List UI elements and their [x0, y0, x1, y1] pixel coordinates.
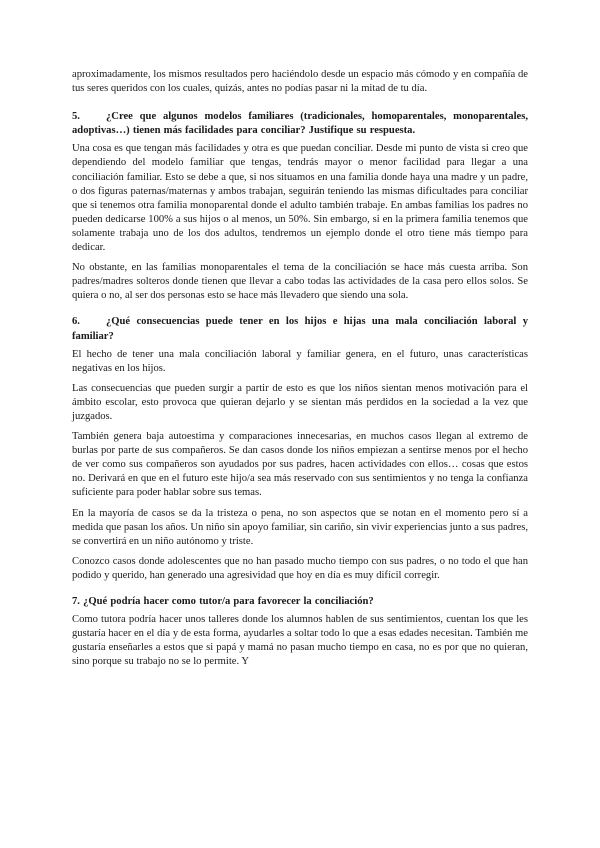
section-5-number: 5.	[72, 111, 80, 123]
section-6-number: 6.	[72, 316, 80, 328]
section-6-heading	[72, 315, 528, 343]
section-7-heading	[72, 595, 528, 609]
section-7-question: ¿Qué podría hacer como tutor/a para favorecer la conciliación?	[83, 596, 374, 607]
document-page	[72, 68, 528, 675]
section-6-paragraph-4: En la mayoría de casos se da la tristeza o pena, no son aspectos que se notan en el momento pero sí a medida que pasan los años. Un niño sin apoyo familiar, sin cariño, sin vivir experiencias junto a sus padres, se convertirá en un niño autónomo y triste.	[72, 507, 528, 547]
section-5-paragraph-1: Una cosa es que tengan más facilidades y otra es que puedan conciliar. Desde mi punto de vista si creo que dependiendo del modelo familiar que tengas, tendrás mayor o menor facilidad para llegar a una conciliación familiar. Esto se debe a que, si nos situamos en una familia donde haya una madre y un padre, o dos figuras paternas/maternas y ambos trabajan, seguirán teniendo las mismas dificultades para conciliar que si tenemos otra familia monoparental donde el adulto también trabaje. En ambas familias los padres no pueden dedicarse 100% a sus hijos o al menos, un 50%. Sin embargo, si en la primera familia tenemos que solamente trabaja uno de los dos adultos, tendremos un ejemplo donde el otro tiene más tiempo para dedicar.	[72, 143, 528, 254]
section-6-question: ¿Qué consecuencias puede tener en los hijos e hijas una mala conciliación laboral y familiar?	[72, 316, 528, 342]
section-6-paragraph-1: El hecho de tener una mala conciliación laboral y familiar genera, en el futuro, unas características negativas en los hijos.	[72, 348, 528, 374]
section-6-paragraph-2: Las consecuencias que pueden surgir a partir de esto es que los niños sientan menos motivación para el ámbito escolar, esto provoca que quieran dejarlo y se sientan más perdidos en la sociedad a la vez que juzgados.	[72, 382, 528, 422]
section-6	[72, 315, 528, 583]
section-7-number: 7.	[72, 596, 80, 607]
section-6-paragraph-3: También genera baja autoestima y comparaciones innecesarias, en muchos casos llegan al extremo de burlas por parte de sus compañeros. Se dan casos donde los niños empiezan a sentirse menos por el hecho de ver como sus compañeros son ayudados por sus padres, hacen actividades con ellos… cosas que estos no. Derivará en que en el futuro este hijo/a sea más reservado con sus sentimientos y no tenga la confianza suficiente para poder hablar sobre sus temas.	[72, 431, 528, 499]
section-5	[72, 110, 528, 303]
section-7	[72, 595, 528, 669]
intro-paragraph: aproximadamente, los mismos resultados pero haciéndolo desde un espacio más cómodo y en compañía de tus seres queridos con los cuales, quizás, antes no podías pasar ni la mitad de tu día.	[72, 69, 528, 95]
section-6-paragraph-5: Conozco casos donde adolescentes que no han pasado mucho tiempo con sus padres, o no todo el que han podido y querido, han generado una agresividad que hoy en día es muy difícil corregir.	[72, 555, 528, 581]
section-5-question: ¿Cree que algunos modelos familiares (tradicionales, homoparentales, monoparentales, adoptivas…) tienen más facilidades para conciliar? Justifique su respuesta.	[72, 111, 528, 137]
section-7-paragraph-1: Como tutora podría hacer unos talleres donde los alumnos hablen de sus sentimientos, cuentan los que les gustaría hacer en el día y de esta forma, ayudarles a soltar todo lo que a esas edades necesitan. También me gustaría enseñarles a estos que si papá y mamá no pasan mucho tiempo en casa, no es por que no quieran, sino porque su trabajo no se lo permite. Y	[72, 614, 528, 668]
section-5-paragraph-2: No obstante, en las familias monoparentales el tema de la conciliación se hace más cuesta arriba. Son padres/madres solteros donde tienen que llevar a cabo todas las actividades de la casa pero ellos solos. Se quiera o no, al ser dos personas esto se hace más llevadero que siendo una sola.	[72, 262, 528, 302]
section-5-heading	[72, 110, 528, 138]
